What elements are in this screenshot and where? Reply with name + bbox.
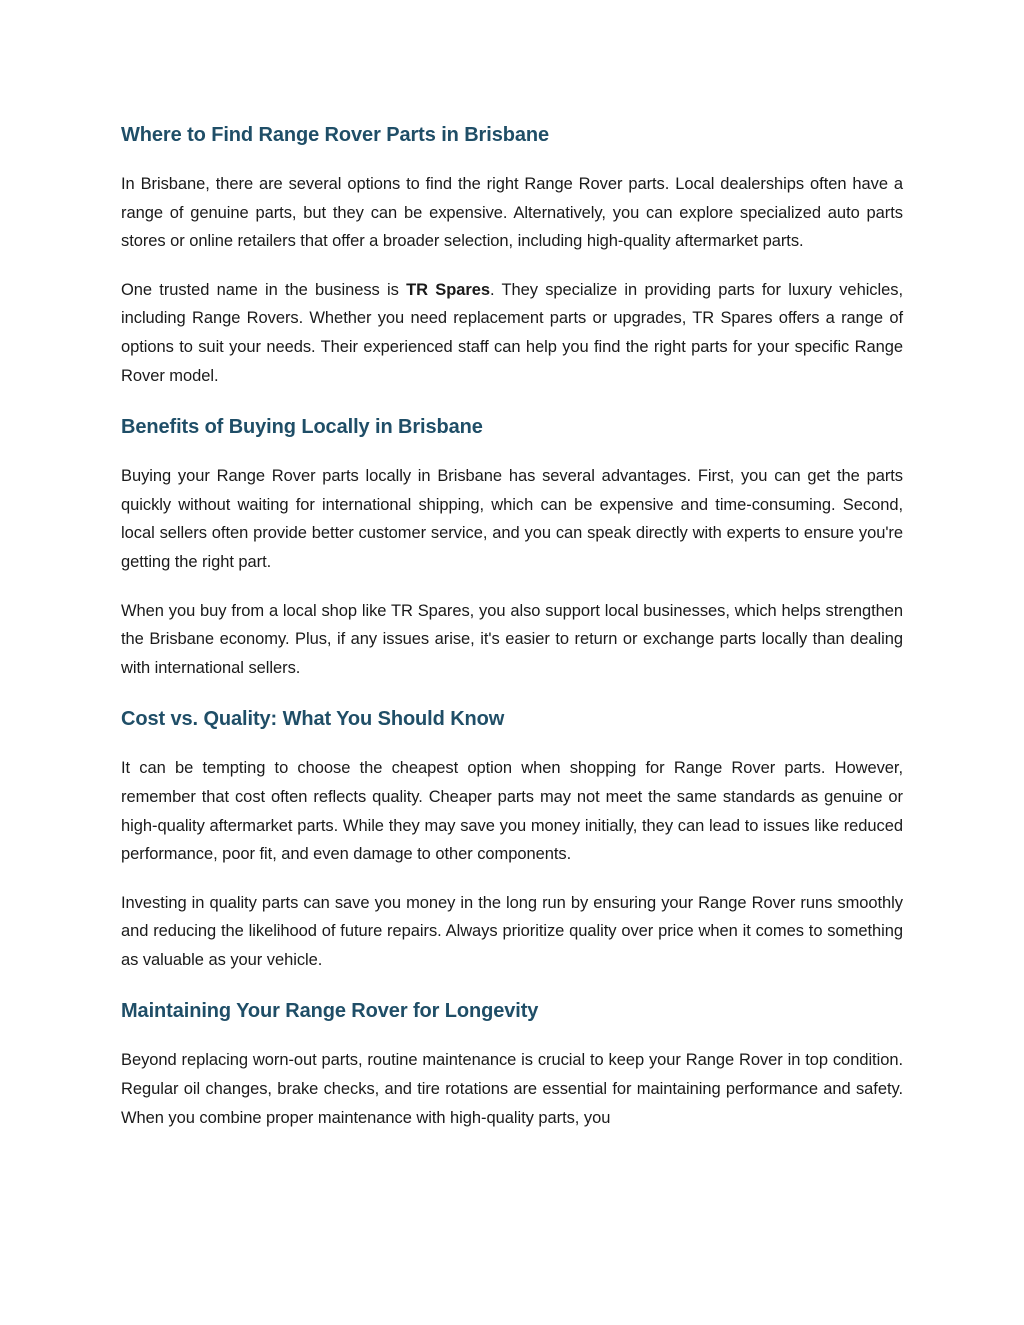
section-maintaining	[121, 992, 903, 1132]
paragraph: Beyond replacing worn-out parts, routine maintenance is crucial to keep your Range Rover in top condition. Regular oil changes, brake checks, and tire rotations are essential for maintaining performance and safety. When you combine proper maintenance with high-quality parts, you	[121, 1051, 903, 1127]
section-benefits-locally	[121, 408, 903, 682]
section-cost-vs-quality	[121, 700, 903, 974]
section-heading: Benefits of Buying Locally in Brisbane	[121, 416, 483, 439]
paragraph-text: One trusted name in the business is	[121, 280, 407, 299]
paragraph	[121, 276, 903, 390]
paragraph: Investing in quality parts can save you money in the long run by ensuring your Range Rover runs smoothly and reducing the likelihood of future repairs. Always prioritize quality over price when it comes to something as valuable as your vehicle.	[121, 893, 903, 969]
section-heading: Cost vs. Quality: What You Should Know	[121, 708, 505, 731]
paragraph-text: . They specialize in providing parts for luxury vehicles, including Range Rovers. Whether you need replacement parts or upgrades, TR Spares offers a range of options to suit your needs. Their experienced staff can help you find the right parts for your specific Range Rover model.	[121, 280, 903, 385]
section-heading: Maintaining Your Range Rover for Longevity	[121, 1000, 539, 1023]
paragraph: Buying your Range Rover parts locally in Brisbane has several advantages. First, you can get the parts quickly without waiting for international shipping, which can be expensive and time-consuming. Second, local sellers often provide better customer service, and you can speak directly with experts to ensure you're getting the right part.	[121, 467, 903, 571]
paragraph: It can be tempting to choose the cheapest option when shopping for Range Rover parts. However, remember that cost often reflects quality. Cheaper parts may not meet the same standards as genuine or high-quality aftermarket parts. While they may save you money initially, they can lead to issues like reduced performance, poor fit, and even damage to other components.	[121, 759, 903, 864]
section-heading: Where to Find Range Rover Parts in Brisbane	[121, 124, 550, 146]
paragraph: When you buy from a local shop like TR Spares, you also support local businesses, which helps strengthen the Brisbane economy. Plus, if any issues arise, it's easier to return or exchange parts locally than dealing with international sellers.	[121, 601, 903, 677]
document-page	[121, 116, 903, 1132]
paragraph: In Brisbane, there are several options to find the right Range Rover parts. Local dealerships often have a range of genuine parts, but they can be expensive. Alternatively, you can explore specialized auto parts stores or online retailers that offer a broader selection, including high-quality aftermarket parts.	[121, 175, 903, 251]
section-where-to-find	[121, 116, 903, 390]
tr-spares-bold: TR Spares	[406, 280, 490, 299]
